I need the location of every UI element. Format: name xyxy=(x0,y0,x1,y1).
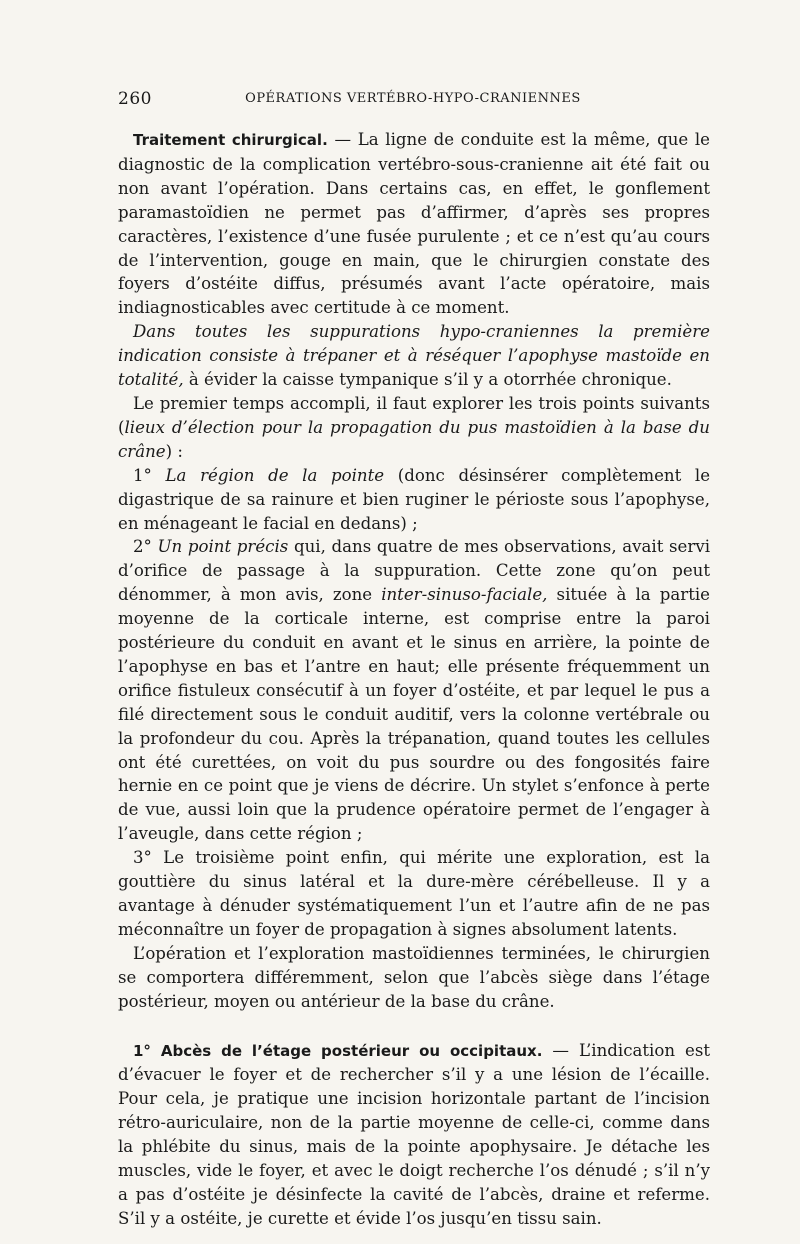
body-text xyxy=(118,128,710,1231)
page-number: 260 xyxy=(118,89,152,109)
paragraph-point-one: 1° La région de la pointe (donc désinsérer complètement le digastrique de sa rainure et bien ruginer le périoste sous l’apophyse, en ménageant le facial en dedans) ; xyxy=(118,465,711,533)
section-heading: 1° Abcès de l’étage postérieur ou occipitaux. xyxy=(133,1041,543,1060)
running-title: OPÉRATIONS VERTÉBRO-HYPO-CRANIENNES xyxy=(245,91,581,106)
paragraph-operation-done: L’opération et l’exploration mastoïdiennes terminées, le chirurgien se comportera différemment, selon que l’abcès siège dans l’étage postérieur, moyen ou antérieur de la base du crâne. xyxy=(118,943,710,1011)
section-heading: Traitement chirurgical. xyxy=(133,131,328,149)
paragraph-surgical-treatment: Traitement chirurgical. — La ligne de conduite est la même, que le diagnostic de la complication vertébro-sous-cranienne ait été fait ou non avant l’opération. Dans certains cas, en effet, le gonflement paramastoïdien ne permet pas d’affirmer, d’après ses propres caractères, l’existence d’une fusée purulente ; et ce n’est qu’au cours de l’intervention, gouge en main, que le chirurgien constate des foyers d’ostéite diffus, présumés avant l’acte opératoire, mais indiagnosticables avec certitude à ce moment. xyxy=(118,130,710,318)
paragraph-point-two: 2° Un point précis qui, dans quatre de mes observations, avait servi d’orifice de passage à la suppuration. Cette zone qu’on peut dénommer, à mon avis, zone inter-sinuso-faciale, située à la partie moyenne de la corticale interne, est comprise entre la paroi postérieure du conduit en avant et le sinus en arrière, la pointe de l’apophyse en bas et l’antre en haut; elle présente fréquemment un orifice fistuleux consécutif à un foyer d’ostéite, et par lequel le pus a filé directement sous le conduit auditif, vers la colonne vertébrale ou la profondeur du cou. Après la trépanation, quand toutes les cellules ont été curettées, on voit du pus sourdre ou des fongosités faire hernie en ce point que je viens de décrire. Un stylet s’enfonce à perte de vue, aussi loin que la prudence opératoire permet de l’engager à l’aveugle, dans cette région ; xyxy=(118,537,710,844)
running-header xyxy=(118,89,708,111)
paragraph-posterior-abscess: 1° Abcès de l’étage postérieur ou occipitaux. — L’indication est d’évacuer le foyer et de rechercher s’il y a une lésion de l’écaille. Pour cela, je pratique une incision horizontale partant de l’incision rétro-auriculaire, non de la partie moyenne de celle-ci, comme dans la phlébite du sinus, mais de la pointe apophysaire. Je détache les muscles, vide le foyer, et avec le doigt recherche l’os dénudé ; s’il n’y a pas d’ostéite je désinfecte la cavité de l’abcès, draine et referme. S’il y a ostéite, je curette et évide l’os jusqu’en tissu sain. xyxy=(118,1040,711,1228)
paragraph-first-indication: Dans toutes les suppurations hypo-craniennes la première indication consiste à trépaner et à réséquer l’apophyse mastoïde en totalité, à évider la caisse tympanique s’il y a otorrhée chronique. xyxy=(118,322,710,390)
paragraph-point-three: 3° Le troisième point enfin, qui mérite une exploration, est la gouttière du sinus latéral et la dure-mère cérébelleuse. Il y a avantage à dénuder systématiquement l’un et l’autre afin de ne pas méconnaître un foyer de propagation à signes absolument latents. xyxy=(118,848,710,939)
paragraph-three-points: Le premier temps accompli, il faut explorer les trois points suivants (lieux d’élection pour la propagation du pus mastoïdien à la base du crâne) : xyxy=(118,393,710,461)
